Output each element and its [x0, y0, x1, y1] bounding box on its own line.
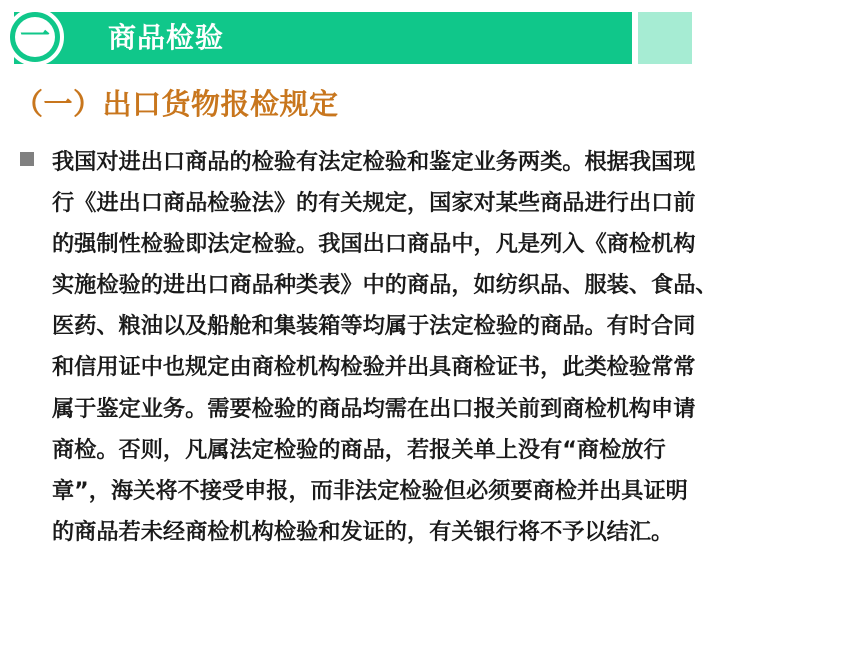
header-accent-block [638, 12, 692, 64]
body-line: 医药、粮油以及船舱和集装箱等均属于法定检验的商品。有时合同 [52, 313, 696, 340]
body-line: 商检。否则，凡属法定检验的商品，若报关单上没有“商检放行 [52, 436, 666, 463]
body-line: 的商品若未经商检机构检验和发证的，有关银行将不予以结汇。 [52, 518, 674, 545]
section-subtitle: （一）出口货物报检规定 [14, 87, 339, 121]
header-bar [14, 12, 632, 64]
section-number: 一 [15, 17, 55, 57]
body-paragraph [52, 142, 842, 553]
body-line: 和信用证中也规定由商检机构检验并出具商检证书，此类检验常常 [52, 354, 696, 381]
body-line: 实施检验的进出口商品种类表》中的商品，如纺织品、服装、食品、 [52, 272, 718, 299]
header-title: 商品检验 [108, 21, 225, 54]
body-line: 行《进出口商品检验法》的有关规定，国家对某些商品进行出口前 [52, 190, 696, 217]
body-line: 章”，海关将不接受申报，而非法定检验但必须要商检并出具证明 [52, 477, 688, 504]
bullet-square-icon [20, 152, 34, 166]
body-line: 属于鉴定业务。需要检验的商品均需在出口报关前到商检机构申请 [52, 395, 696, 422]
section-number-badge [6, 8, 64, 66]
body-line: 的强制性检验即法定检验。我国出口商品中，凡是列入《商检机构 [52, 231, 696, 258]
body-line: 我国对进出口商品的检验有法定检验和鉴定业务两类。根据我国现 [52, 149, 696, 175]
